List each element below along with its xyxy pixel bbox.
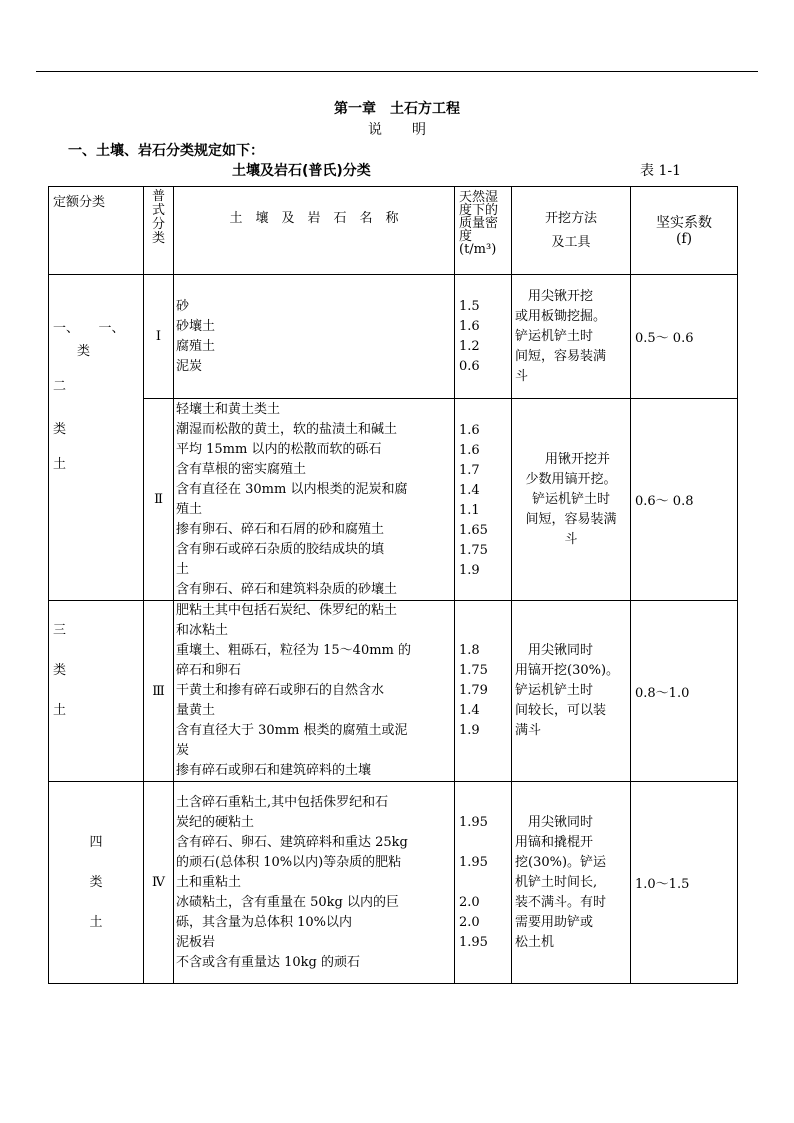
density-value: 1.9 <box>459 563 480 578</box>
density-value: 1.7 <box>459 463 480 478</box>
chapter-subtitle: 说明 <box>368 122 456 138</box>
method-line: 用镐开挖(30%)。 <box>515 663 620 678</box>
density-value: 1.4 <box>459 703 480 718</box>
method-line: 挖(30%)。铲运 <box>515 854 607 870</box>
density-value: 1.75 <box>459 543 488 558</box>
soil-names-cell <box>174 601 455 782</box>
table-row <box>49 601 738 782</box>
density-value: 1.6 <box>459 423 480 438</box>
coef-cell: 0.6～ 0.8 <box>631 399 738 601</box>
header-rule <box>36 71 758 72</box>
soil-name: 殖土 <box>176 501 203 517</box>
density-spacer <box>459 833 511 853</box>
header-common-class-char: 普 <box>151 189 165 204</box>
density-value: 1.75 <box>459 663 488 678</box>
header-quota-class: 定额分类 <box>49 187 144 275</box>
soil-name: 泥炭 <box>176 358 203 374</box>
density-cell <box>455 399 512 601</box>
soil-name: 腐殖土 <box>176 338 216 354</box>
density-value: 1.1 <box>459 503 480 518</box>
density-value: 1.9 <box>459 723 480 738</box>
grade-cell: Ⅲ <box>144 601 174 782</box>
soil-name: 土含碎石重粘土,其中包括侏罗纪和石 <box>176 794 389 810</box>
table-row <box>49 782 738 984</box>
soil-name: 土和重粘土 <box>176 874 242 890</box>
table-title: 土壤及岩石(普氏)分类 <box>232 163 371 179</box>
soil-name: 干黄土和掺有碎石或卵石的自然含水 <box>176 683 385 698</box>
soil-name: 肥粘土其中包括石炭纪、侏罗纪的粘土 <box>176 603 398 618</box>
method-line: 用锹开挖并 <box>531 451 610 467</box>
header-common-class-char: 式 <box>151 203 165 218</box>
method-line: 或用板锄挖掘。 <box>515 308 607 324</box>
header-name: 土 壤 及 岩 石 名 称 <box>174 187 455 275</box>
soil-name: 砂 <box>176 298 190 314</box>
category-one-two-line: 类 <box>77 344 91 359</box>
density-value: 0.6 <box>459 358 480 374</box>
soil-name: 含有卵石、碎石和建筑料杂质的砂壤土 <box>176 581 398 597</box>
coef-cell: 1.0～1.5 <box>631 782 738 984</box>
density-value: 1.79 <box>459 683 488 698</box>
header-density-line: 度下的 <box>459 203 499 218</box>
category-four <box>49 782 144 984</box>
table-row <box>49 275 738 399</box>
soil-name: 重壤土、粗砾石，粒径为 15～40mm 的 <box>176 643 412 658</box>
soil-name: 砾，其含量为总体积 10%以内 <box>176 914 353 930</box>
soil-name: 含有卵石或碎石杂质的胶结成块的填 <box>176 541 385 557</box>
density-value: 2.0 <box>459 915 480 930</box>
soil-name: 炭 <box>176 743 190 758</box>
density-value: 2.0 <box>459 895 480 910</box>
method-line: 铲运机铲土时 <box>515 328 594 344</box>
grade-cell: Ⅱ <box>144 399 174 601</box>
method-line: 机铲土时间长, <box>515 874 598 890</box>
category-three-char: 三 <box>53 623 67 638</box>
soil-name: 掺有碎石或卵石和建筑碎料的土壤 <box>176 763 372 778</box>
table-row <box>49 399 738 601</box>
method-line: 用尖锹同时 <box>515 814 594 830</box>
density-spacer <box>459 873 511 893</box>
density-value: 1.8 <box>459 643 480 658</box>
category-one-two-line: 类 <box>53 422 67 437</box>
density-value: 1.95 <box>459 855 488 870</box>
soil-names-cell <box>174 275 455 399</box>
density-value: 1.4 <box>459 483 480 498</box>
soil-name: 和冰粘土 <box>176 623 229 638</box>
coef-cell: 0.5～ 0.6 <box>631 275 738 399</box>
method-line: 用尖锹同时 <box>515 643 594 658</box>
category-four-char: 土 <box>89 914 103 930</box>
soil-name: 土 <box>176 561 190 577</box>
soil-rock-classification-table <box>48 186 738 984</box>
density-value: 1.95 <box>459 935 488 950</box>
method-line: 需要用助铲或 <box>515 914 594 930</box>
method-line: 斗 <box>515 368 529 384</box>
header-common-class <box>144 187 174 275</box>
soil-name: 炭纪的硬粘土 <box>176 814 255 830</box>
density-cell <box>455 275 512 399</box>
method-cell <box>512 782 631 984</box>
method-line: 装不满斗。有时 <box>515 894 607 910</box>
soil-names-cell <box>174 782 455 984</box>
density-cell <box>455 782 512 984</box>
category-three-char: 土 <box>53 703 67 718</box>
category-one-two-line: 二 <box>53 379 67 394</box>
header-density-line: (t/m³) <box>459 242 497 257</box>
density-value: 1.65 <box>459 523 488 538</box>
header-density-line: 质量密 <box>459 216 499 231</box>
coef-cell: 0.8～1.0 <box>631 601 738 782</box>
soil-names-cell <box>174 399 455 601</box>
method-line: 用尖锹开挖 <box>515 288 594 304</box>
method-line: 松土机 <box>515 934 555 950</box>
soil-name: 平均 15mm 以内的松散而软的砾石 <box>176 441 382 457</box>
header-coef-line: 坚实系数 <box>656 214 712 231</box>
soil-name: 的顽石(总体积 10%以内)等杂质的肥粘 <box>176 854 402 870</box>
soil-name: 泥板岩 <box>176 934 216 950</box>
soil-name: 含有草根的密实腐殖土 <box>176 461 307 477</box>
header-density-line: 天然湿 <box>459 190 499 205</box>
method-line: 间较长，可以装 <box>515 703 607 718</box>
table-number: 表 1-1 <box>640 163 681 179</box>
method-line: 铲运机铲土时 <box>515 683 594 698</box>
soil-name: 轻壤土和黄土类土 <box>176 401 281 417</box>
section-heading: 一、土壤、岩石分类规定如下： <box>68 143 264 159</box>
category-one-two-line: 一、 一、 <box>53 321 125 336</box>
soil-name: 含有碎石、卵石、建筑碎料和重达 25kg <box>176 834 408 850</box>
method-line: 满斗 <box>515 723 542 738</box>
soil-name: 含有直径在 30mm 以内根类的泥炭和腐 <box>176 481 408 497</box>
density-value: 1.95 <box>459 815 488 830</box>
header-method <box>512 187 631 275</box>
density-value: 1.2 <box>459 338 480 354</box>
header-density <box>455 187 512 275</box>
header-common-class-char: 分 <box>151 217 165 232</box>
header-coef <box>631 187 738 275</box>
header-density-line: 度 <box>459 229 473 244</box>
density-value: 1.5 <box>459 298 480 314</box>
method-line: 间短，容易装满 <box>525 511 617 527</box>
soil-name: 砂壤土 <box>176 318 216 334</box>
grade-cell: Ⅳ <box>144 782 174 984</box>
category-four-char: 类 <box>89 874 103 890</box>
method-cell <box>512 275 631 399</box>
grade-cell: Ⅰ <box>144 275 174 399</box>
chapter-title: 第一章 土石方工程 <box>334 101 460 117</box>
category-one-two <box>49 275 144 601</box>
soil-name: 掺有卵石、碎石和石屑的砂和腐殖土 <box>176 521 385 537</box>
method-cell <box>512 399 631 601</box>
soil-name: 冰碛粘土，含有重量在 50kg 以内的巨 <box>176 894 400 910</box>
soil-name: 碎石和卵石 <box>176 663 242 678</box>
soil-name: 潮湿而松散的黄土，软的盐渍土和碱土 <box>176 421 398 437</box>
header-common-class-char: 类 <box>151 231 165 246</box>
header-coef-line: (f) <box>675 230 693 247</box>
density-value: 1.6 <box>459 318 480 334</box>
soil-name: 含有直径大于 30mm 根类的腐殖土或泥 <box>176 723 408 738</box>
category-three <box>49 601 144 782</box>
soil-name: 不含或含有重量达 10kg 的顽石 <box>176 954 361 970</box>
soil-name: 量黄土 <box>176 703 216 718</box>
density-value: 1.6 <box>459 443 480 458</box>
method-line: 铲运机铲土时 <box>531 491 610 507</box>
header-method-line: 开挖方法 <box>544 210 597 226</box>
method-cell <box>512 601 631 782</box>
table-header-row <box>49 187 738 275</box>
header-method-line: 及工具 <box>551 234 591 250</box>
density-cell <box>455 601 512 782</box>
category-three-char: 类 <box>53 663 67 678</box>
method-line: 间短，容易装满 <box>515 348 607 364</box>
method-line: 斗 <box>564 531 578 547</box>
category-four-char: 四 <box>89 834 103 850</box>
method-line: 少数用镐开挖。 <box>525 471 617 487</box>
method-line: 用镐和撬棍开 <box>515 834 594 850</box>
category-one-two-line: 土 <box>53 457 67 472</box>
